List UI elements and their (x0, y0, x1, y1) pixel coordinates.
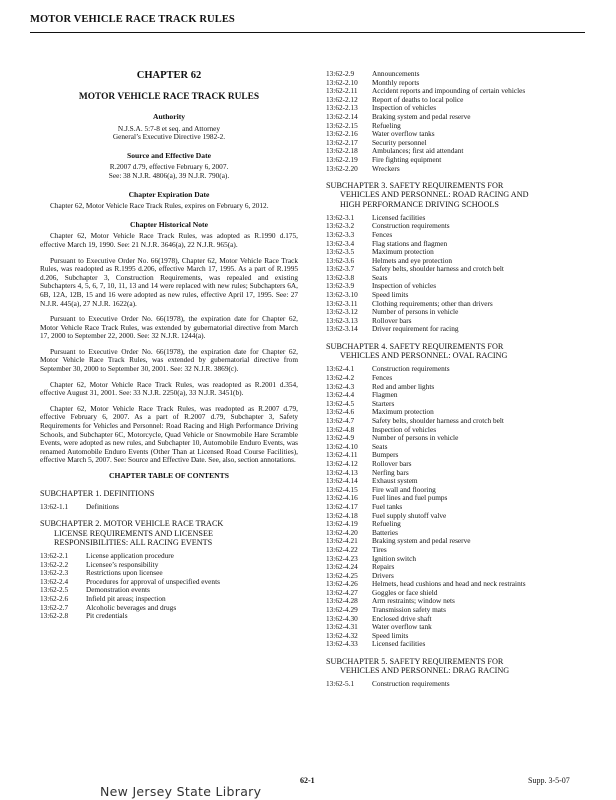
library-stamp: New Jersey State Library (100, 784, 262, 799)
section-number: 13:62-4.14 (326, 476, 358, 486)
section-number: 13:62-2.2 (40, 559, 69, 569)
section-title: Speed limits (372, 630, 409, 640)
toc-entry (326, 365, 588, 374)
subchapter-1-title: SUBCHAPTER 1. DEFINITIONS (40, 488, 155, 498)
section-title: Ignition switch (372, 553, 416, 563)
subchapter-title-line: VEHICLES AND PERSONNEL: DRAG RACING (340, 666, 510, 676)
section-title: Braking system and pedal reserve (372, 111, 471, 121)
toc-entry (326, 265, 588, 274)
toc-entry (326, 512, 588, 521)
section-number: 13:62-4.28 (326, 596, 358, 606)
section-title: Enclosed drive shaft (372, 613, 432, 623)
subchapter-4-title (326, 342, 588, 360)
section-number: 13:62-4.3 (326, 381, 355, 391)
toc-entry (326, 632, 588, 641)
section-number: 13:62-4.19 (326, 519, 358, 529)
section-number: 13:62-4.29 (326, 605, 358, 615)
supplement-date: Supp. 3-5-07 (528, 776, 570, 785)
section-title: Licensed facilities (372, 639, 426, 649)
toc-entry (326, 282, 588, 291)
section-number: 13:62-3.11 (326, 298, 358, 308)
section-title: Red and amber lights (372, 381, 435, 391)
section-title: Licensed facilities (372, 212, 426, 222)
section-title: Fuel lines and fuel pumps (372, 493, 448, 503)
section-title: Batteries (372, 527, 398, 537)
section-title: Alcoholic beverages and drugs (86, 602, 177, 612)
section-number: 13:62-4.9 (326, 433, 355, 443)
section-number: 13:62-3.13 (326, 315, 358, 325)
section-number: 13:62-4.22 (326, 544, 358, 554)
toc-entry (326, 486, 588, 495)
toc-entry (326, 589, 588, 598)
section-title: Fences (372, 229, 393, 239)
section-title: Helmets, head cushions and head and neck restraints (372, 579, 526, 589)
toc-entry (326, 231, 588, 240)
toc-entry (326, 477, 588, 486)
section-title: License application procedure (86, 551, 174, 560)
subchapter-3-title (326, 181, 588, 209)
section-number: 13:62-3.8 (326, 272, 355, 282)
section-title: Inspection of vehicles (372, 424, 437, 434)
toc-entry (40, 612, 298, 621)
section-title: Pit credentials (86, 611, 128, 621)
toc-entry (40, 552, 298, 561)
subchapter-title-line: HIGH PERFORMANCE DRIVING SCHOOLS (340, 199, 499, 209)
section-number: 13:62-2.15 (326, 120, 358, 130)
toc-entry (326, 434, 588, 443)
section-title: Nerfing bars (372, 467, 409, 477)
section-number: 13:62-2.12 (326, 94, 358, 104)
section-number: 13:62-4.1 (326, 364, 355, 374)
section-number: 13:62-3.2 (326, 221, 355, 231)
toc-entry (326, 520, 588, 529)
section-number: 13:62-2.10 (326, 77, 358, 87)
toc-entry (326, 640, 588, 649)
section-number: 13:62-4.13 (326, 467, 358, 477)
subchapter-title-line: LICENSE REQUIREMENTS AND LICENSEE (54, 528, 213, 538)
section-title: Fire fighting equipment (372, 154, 442, 164)
toc-entry (326, 248, 588, 257)
section-number: 13:62-4.16 (326, 493, 358, 503)
section-title: Bumpers (372, 450, 399, 460)
toc-entry (326, 580, 588, 589)
toc-entry (326, 113, 588, 122)
section-number: 13:62-4.4 (326, 390, 355, 400)
toc-entry (326, 451, 588, 460)
section-title: Braking system and pedal reserve (372, 536, 471, 546)
section-number: 13:62-4.12 (326, 458, 358, 468)
toc-entry (326, 460, 588, 469)
section-number: 13:62-4.17 (326, 501, 358, 511)
history-heading: Chapter Historical Note (130, 219, 208, 229)
authority-line: General’s Executive Directive 1982-2. (112, 132, 226, 142)
section-title: Number of persons in vehicle (372, 307, 459, 317)
subchapter-1-list (40, 503, 298, 512)
section-number: 13:62-4.32 (326, 630, 358, 640)
section-title: Flag stations and flagmen (372, 238, 448, 248)
subchapter-title-line: RESPONSIBILITIES: ALL RACING EVENTS (54, 537, 213, 547)
authority-line: N.J.S.A. 5:7-8 et seq. and Attorney (117, 123, 221, 133)
toc-entry (40, 561, 298, 570)
running-head: MOTOR VEHICLE RACE TRACK RULES (30, 14, 235, 25)
toc-entry (326, 274, 588, 283)
section-title: Inspection of vehicles (372, 103, 437, 113)
section-title: Water overflow tank (372, 622, 432, 632)
toc-entry (326, 214, 588, 223)
toc-entry (40, 586, 298, 595)
section-number: 13:62-3.6 (326, 255, 355, 265)
toc-entry (326, 494, 588, 503)
section-number: 13:62-4.30 (326, 613, 358, 623)
toc-entry (326, 400, 588, 409)
toc-entry (326, 96, 588, 105)
section-number: 13:62-4.23 (326, 553, 358, 563)
toc-entry (326, 156, 588, 165)
toc-entry (326, 222, 588, 231)
subchapter-title-line: SUBCHAPTER 2. MOTOR VEHICLE RACE TRACK (40, 519, 224, 529)
section-number: 13:62-2.5 (40, 585, 69, 595)
section-title: Security personnel (372, 137, 427, 147)
section-number: 13:62-2.11 (326, 86, 358, 96)
section-number: 13:62-3.14 (326, 324, 358, 334)
section-title: Water overflow tanks (372, 129, 435, 139)
section-number: 13:62-4.6 (326, 407, 355, 417)
section-title: Definitions (86, 501, 119, 511)
section-title: Driver requirement for racing (372, 324, 459, 334)
page-number: 62-1 (300, 776, 315, 785)
section-title: Rollover bars (372, 458, 412, 468)
chapter-title: MOTOR VEHICLE RACE TRACK RULES (78, 92, 260, 102)
section-title: Report of deaths to local police (372, 94, 464, 104)
section-number: 13:62-3.1 (326, 212, 355, 222)
section-title: Fences (372, 373, 393, 383)
toc-entry (326, 383, 588, 392)
toc-entry (326, 443, 588, 452)
toc-heading: CHAPTER TABLE OF CONTENTS (109, 471, 229, 480)
toc-entry (326, 555, 588, 564)
section-title: Speed limits (372, 290, 409, 300)
authority-heading: Authority (152, 112, 186, 121)
section-number: 13:62-5.1 (326, 679, 355, 689)
toc-entry (326, 308, 588, 317)
section-number: 13:62-3.3 (326, 229, 355, 239)
expiration-text: Chapter 62, Motor Vehicle Race Track Rules, expires on February 6, 2012. (50, 201, 269, 211)
toc-entry (326, 147, 588, 156)
section-number: 13:62-2.3 (40, 568, 69, 578)
toc-entry (326, 240, 588, 249)
section-number: 13:62-2.14 (326, 111, 358, 121)
section-number: 13:62-3.10 (326, 290, 358, 300)
section-title: Arm restraints; window nets (372, 596, 455, 606)
section-number: 13:62-4.10 (326, 441, 358, 451)
toc-entry (326, 325, 588, 334)
section-title: Demonstration events (86, 585, 150, 595)
section-number: 13:62-4.7 (326, 416, 355, 426)
section-title: Fuel supply shutoff valve (372, 510, 447, 520)
section-title: Inspection of vehicles (372, 281, 437, 291)
section-number: 13:62-2.13 (326, 103, 358, 113)
section-title: Safety belts, shoulder harness and crotch belt (372, 264, 504, 274)
toc-entry (40, 604, 298, 613)
section-title: Goggles or face shield (372, 587, 438, 597)
section-number: 13:62-3.9 (326, 281, 355, 291)
section-number: 13:62-4.15 (326, 484, 358, 494)
subchapter-5-list (326, 680, 588, 689)
subchapter-2-list-part-1 (40, 552, 298, 621)
subchapter-5-title (326, 657, 588, 675)
left-column (40, 70, 298, 629)
history-paragraph: Pursuant to Executive Order No. 66(1978), the expiration date for Chapter 62, Motor Vehicle Race Track Rules, was extended by gubernatorial directive from March 17, 2000 to September 22, 2000. See: 32 N.J.R. 1244(a). (40, 314, 298, 341)
toc-entry (326, 122, 588, 131)
section-title: Infield pit areas; inspection (86, 593, 166, 603)
section-title: Procedures for approval of unspecified events (86, 576, 220, 586)
section-title: Construction requirements (372, 221, 450, 231)
history-paragraph: Pursuant to Executive Order No. 66(1978), Chapter 62, Motor Vehicle Race Track Rules, was readopted as R.1995 d.206, effective March 17, 1995. As a part of R.1995 d.206, Subchapter 3, Construction Requirements, was repealed and existing Subchapters 4, 5, 6, 7, 10, 11, 13 and 14 were replaced with new rules; Subchapters 6A, 6B, 12A, 12B, 15 and 16 were adopted as new rules, effective April 17, 1995. See: 27 N.J.R. 445(a), 27 N.J.R. 1622(a). (40, 255, 298, 308)
subchapter-4-list (326, 365, 588, 649)
section-number: 13:62-4.27 (326, 587, 358, 597)
section-title: Licensee’s responsibility (86, 559, 159, 569)
subchapter-2-title (40, 519, 298, 547)
section-number: 13:62-1.1 (40, 501, 69, 511)
section-title: Maximum protection (372, 407, 434, 417)
toc-entry (326, 469, 588, 478)
subchapter-title-line: VEHICLES AND PERSONNEL: ROAD RACING AND (340, 190, 529, 200)
toc-entry (326, 563, 588, 572)
section-title: Refueling (372, 120, 401, 130)
subchapter-title-line: SUBCHAPTER 4. SAFETY REQUIREMENTS FOR (326, 342, 504, 352)
section-number: 13:62-4.2 (326, 373, 355, 383)
toc-entry (326, 623, 588, 632)
section-title: Transmission safety mats (372, 605, 446, 615)
section-number: 13:62-2.18 (326, 146, 358, 156)
section-number: 13:62-4.24 (326, 562, 358, 572)
section-number: 13:62-2.7 (40, 602, 69, 612)
chapter-number: CHAPTER 62 (136, 70, 202, 81)
toc-entry (326, 417, 588, 426)
section-number: 13:62-4.11 (326, 450, 358, 460)
section-number: 13:62-3.5 (326, 247, 355, 257)
toc-entry (326, 391, 588, 400)
section-title: Starters (372, 398, 395, 408)
section-number: 13:62-4.21 (326, 536, 358, 546)
section-number: 13:62-4.26 (326, 579, 358, 589)
section-number: 13:62-2.6 (40, 593, 69, 603)
source-heading: Source and Effective Date (126, 150, 211, 160)
section-title: Accident reports and impounding of certain vehicles (372, 86, 526, 96)
authority-text (40, 125, 298, 142)
section-title: Construction requirements (372, 364, 450, 374)
toc-entry (326, 503, 588, 512)
section-number: 13:62-4.18 (326, 510, 358, 520)
section-title: Repairs (372, 562, 395, 572)
toc-entry (326, 615, 588, 624)
toc-entry (326, 597, 588, 606)
toc-entry (326, 537, 588, 546)
toc-entry (326, 606, 588, 615)
section-number: 13:62-4.5 (326, 398, 355, 408)
header-rule (30, 32, 585, 33)
section-title: Restrictions upon licensee (86, 568, 163, 578)
source-line: See: 38 N.J.R. 4806(a), 39 N.J.R. 790(a). (108, 170, 230, 180)
source-line: R.2007 d.79, effective February 6, 2007. (109, 162, 229, 172)
toc-entry (40, 503, 298, 512)
subchapter-2-list-part-2 (326, 70, 588, 173)
expiration-heading: Chapter Expiration Date (128, 189, 210, 199)
section-title: Wreckers (372, 163, 400, 173)
source-text (40, 163, 298, 180)
toc-entry (326, 165, 588, 174)
section-title: Number of persons in vehicle (372, 433, 459, 443)
section-title: Safety belts, shoulder harness and crotch belt (372, 416, 504, 426)
section-title: Seats (372, 272, 388, 282)
subchapter-title-line: VEHICLES AND PERSONNEL: OVAL RACING (340, 351, 508, 361)
section-number: 13:62-4.31 (326, 622, 358, 632)
section-title: Fire wall and flooring (372, 484, 436, 494)
toc-entry (326, 130, 588, 139)
toc-entry (326, 374, 588, 383)
history-paragraph: Chapter 62, Motor Vehicle Race Track Rules, was readopted as R.2007 d.79, effective February 6, 2007. As a part of R.2007 d.79, Subchapter 3, Safety Requirements for Vehicles and Personnel: Road Racing and High Performance Driving Schools, and Subchapter 6C, Motorcycle, Quad Vehicle or Snowmobile Hare Scramble Events, were adopted as new rules, and Subchapter 10, Automobile Enduro Events, was renamed Automobile Enduro Events (Other Than at Licensed Road Course Facilities), effective March 5, 2007. See: Source and Effective Date. See, also, section annotations. (40, 403, 298, 465)
section-number: 13:62-4.33 (326, 639, 358, 649)
right-column (326, 70, 588, 697)
section-title: Tires (372, 544, 387, 554)
section-title: Seats (372, 441, 388, 451)
section-title: Clothing requirements; other than drivers (372, 298, 493, 308)
section-title: Fuel tanks (372, 501, 403, 511)
section-title: Ambulances; first aid attendant (372, 146, 464, 156)
section-title: Monthly reports (372, 77, 420, 87)
section-number: 13:62-2.19 (326, 154, 358, 164)
section-title: Construction requirements (372, 679, 450, 689)
section-title: Rollover bars (372, 315, 412, 325)
toc-entry (40, 578, 298, 587)
subchapter-3-list (326, 214, 588, 334)
section-title: Flagmen (372, 390, 398, 400)
section-number: 13:62-4.8 (326, 424, 355, 434)
section-title: Maximum protection (372, 247, 434, 257)
toc-entry (326, 546, 588, 555)
section-number: 13:62-3.4 (326, 238, 355, 248)
history-paragraph: Chapter 62, Motor Vehicle Race Track Rules, was readopted as R.2001 d.354, effective August 31, 2001. See: 33 N.J.R. 2250(a), 33 N.J.R. 3451(b). (40, 379, 298, 398)
section-title: Exhaust system (372, 476, 418, 486)
section-number: 13:62-2.20 (326, 163, 358, 173)
section-number: 13:62-2.1 (40, 551, 69, 560)
section-number: 13:62-3.7 (326, 264, 355, 274)
history-paragraph: Pursuant to Executive Order No. 66(1978), the expiration date for Chapter 62, Motor Vehicle Race Track Rules, was extended by gubernatorial directive from September 30, 2000 to September 30, 2001. See: 32 N.J.R. 3869(c). (40, 346, 298, 374)
history-paragraph: Chapter 62, Motor Vehicle Race Track Rules, was adopted as R.1990 d.175, effective March 19, 1990. See: 21 N.J.R. 3646(a), 22 N.J.R. 965(a). (40, 231, 298, 249)
subchapter-title-line: SUBCHAPTER 5. SAFETY REQUIREMENTS FOR (326, 657, 504, 667)
section-number: 13:62-4.25 (326, 570, 358, 580)
section-number: 13:62-2.17 (326, 137, 358, 147)
subchapter-title-line: SUBCHAPTER 3. SAFETY REQUIREMENTS FOR (326, 181, 504, 191)
section-title: Refueling (372, 519, 401, 529)
section-number: 13:62-2.16 (326, 129, 358, 139)
section-number: 13:62-4.20 (326, 527, 358, 537)
toc-entry (326, 70, 588, 79)
section-title: Drivers (372, 570, 394, 580)
section-number: 13:62-2.8 (40, 611, 69, 621)
section-title: Helmets and eye protection (372, 255, 453, 265)
section-number: 13:62-2.9 (326, 69, 355, 78)
toc-entry (326, 680, 588, 689)
section-title: Announcements (372, 69, 420, 78)
section-number: 13:62-3.12 (326, 307, 358, 317)
section-number: 13:62-2.4 (40, 576, 69, 586)
